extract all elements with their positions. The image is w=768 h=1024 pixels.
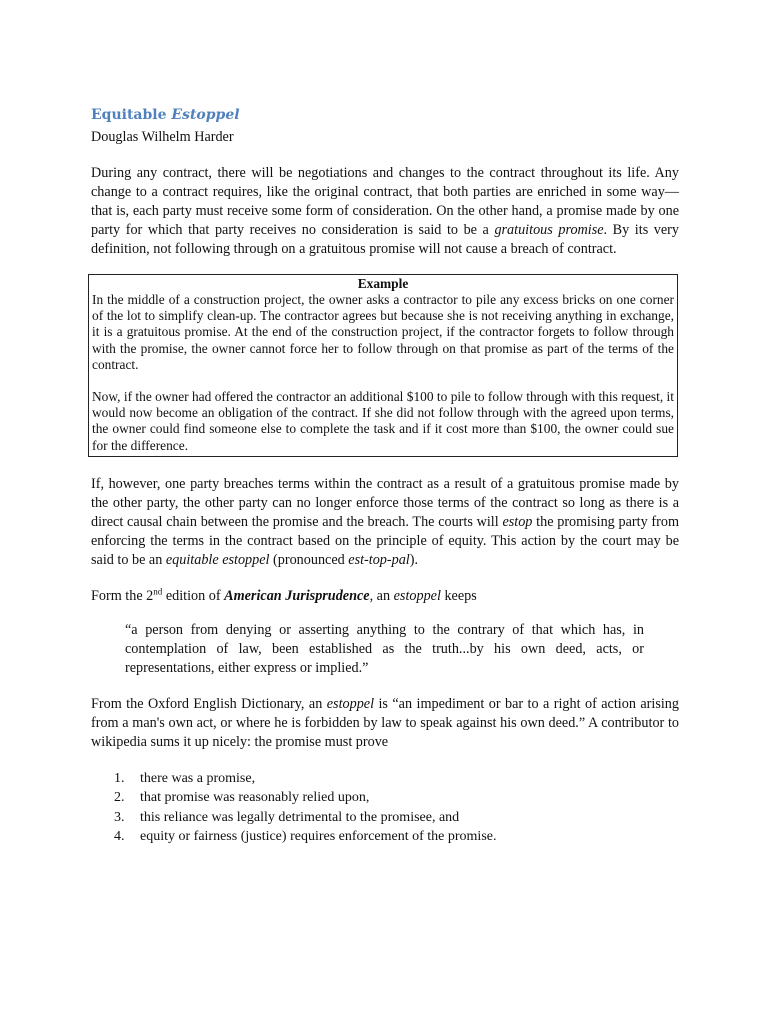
oed-term: estoppel [326, 695, 375, 712]
list-number: 3. [114, 809, 125, 825]
jurisprudence-text-2: edition of [162, 587, 225, 604]
list-text: equity or fairness (justice) requires enforcement of the promise. [140, 829, 497, 845]
list-item [91, 769, 679, 789]
oed-text-2: is “an impediment or bar to a right of action arising from a man's own act, or where he is forbidden by law to speak against his own deed.” A contributor to wikipedia sums it up nicely: the promise must prove [91, 695, 679, 750]
list-item [91, 808, 679, 828]
list-text: that promise was reasonably relied upon, [140, 790, 370, 806]
document-title [91, 104, 679, 126]
author-name: Douglas Wilhelm Harder [91, 129, 234, 145]
document-page [91, 104, 679, 847]
intro-term: gratuitous promise [494, 222, 604, 238]
jurisprudence-text-3: , an [369, 587, 394, 604]
jurisprudence-text-4: keeps [440, 587, 477, 604]
breach-text-1: If, however, one party breaches terms within the contract as a result of a gratuitous promise made by the other party, the other party can no longer enforce those terms of the contract so long as there is a direct causal chain between the promise and the breach. The courts will [91, 475, 679, 530]
promise-list [91, 769, 679, 847]
list-number: 4. [114, 829, 125, 845]
breach-term-2: equitable estoppel [165, 551, 270, 568]
breach-text-3: (pronounced [269, 551, 349, 568]
list-text: there was a promise, [140, 770, 256, 786]
jurisprudence-sup: nd [153, 586, 163, 597]
example-paragraph-1: In the middle of a construction project, the owner asks a contractor to pile any excess bricks on one corner of the lot to simplify clean-up. The contractor agrees but because she is not receiving anything in exchange, it is a gratuitous promise. At the end of the construction project, if the contractor forgets to follow through with the promise, the owner cannot force her to follow through on that promise as part of the terms of the contract. [92, 292, 674, 372]
oed-text-1: From the Oxford English Dictionary, an [91, 695, 327, 712]
example-heading: Example [357, 276, 409, 291]
breach-term-1: estop [502, 513, 533, 530]
title-italic: Estoppel [171, 107, 240, 123]
example-box [88, 274, 678, 457]
jurisprudence-paragraph [91, 587, 679, 606]
jurisprudence-text-1: Form the 2 [91, 587, 154, 604]
list-item [91, 788, 679, 808]
jurisprudence-book: American Jurisprudence [224, 587, 370, 604]
breach-text-4: ). [409, 551, 419, 568]
jurisprudence-term: estoppel [393, 587, 441, 604]
breach-text-2: the promising party from enforcing the terms in the contract based on the principle of equity. This action by the court may be said to be an [91, 513, 679, 568]
breach-term-3: est-top-pal [348, 551, 410, 568]
example-paragraph-2: Now, if the owner had offered the contractor an additional $100 to pile to follow through with this request, it would now become an obligation of the contract. If she did not follow through with the agreed upon terms, the owner could find someone else to complete the task and if it cost more than $100, the owner could sue for the difference. [92, 389, 674, 453]
list-number: 1. [114, 770, 125, 786]
intro-paragraph [91, 164, 679, 259]
oed-paragraph [91, 695, 679, 752]
list-number: 2. [114, 790, 125, 806]
intro-text-1: During any contract, there will be negotiations and changes to the contract throughout its life. Any change to a contract requires, like the original contract, that both parties are enriched in some way—that is, each party must receive some form of consideration. On the other hand, a promise made by one party for which that party receives no consideration is said to be a [91, 165, 679, 238]
intro-text-2: . By its very definition, not following through on a gratuitous promise will not cause a breach of contract. [91, 222, 679, 257]
title-plain: Equitable [91, 107, 172, 123]
list-item [91, 827, 679, 847]
list-text: this reliance was legally detrimental to the promisee, and [140, 809, 460, 825]
block-quote: “a person from denying or asserting anything to the contrary of that which has, in contemplation of law, been established as the truth...by his own deed, acts, or representations, either express or implied.” [125, 621, 644, 676]
breach-paragraph [91, 475, 679, 570]
